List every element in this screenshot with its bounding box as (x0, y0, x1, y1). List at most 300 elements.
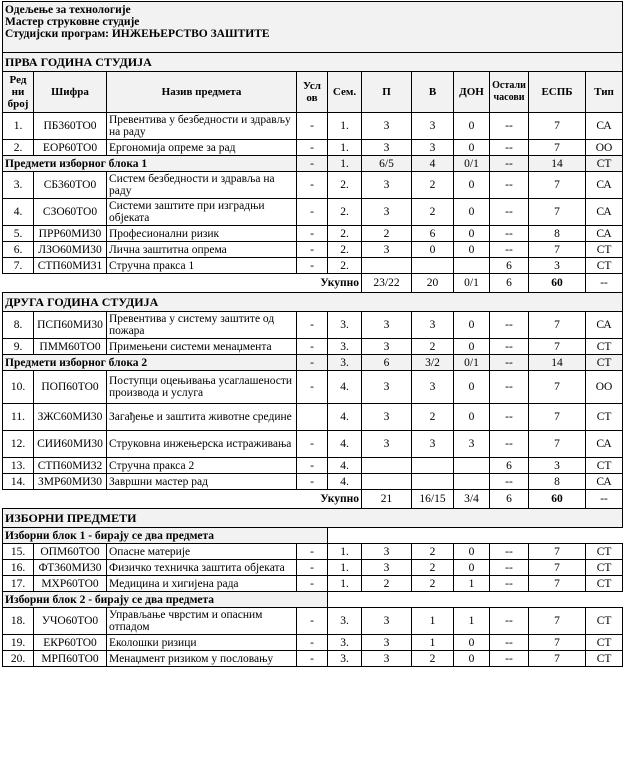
course-sem: 2. (328, 226, 362, 242)
course-num: 4. (3, 199, 34, 226)
elective-group-row (3, 156, 623, 172)
course-sem: 2. (328, 258, 362, 274)
course-row (3, 544, 623, 560)
total-label: Укупно (3, 490, 362, 509)
course-num: 6. (3, 242, 34, 258)
course-v: 3 (412, 140, 454, 156)
course-type: СТ (586, 458, 623, 474)
elective-block1-title-row (3, 528, 623, 544)
course-cond: - (297, 431, 328, 458)
course-p: 2 (362, 576, 412, 592)
course-row (3, 242, 623, 258)
course-row (3, 371, 623, 404)
course-num: 20. (3, 651, 34, 667)
course-row (3, 608, 623, 635)
course-other: -- (490, 576, 529, 592)
course-other: -- (490, 651, 529, 667)
course-row (3, 635, 623, 651)
course-cond: - (297, 172, 328, 199)
course-p: 3 (362, 431, 412, 458)
course-row (3, 172, 623, 199)
elective-group-name: Предмети изборног блока 1 (3, 156, 297, 172)
course-other: -- (490, 199, 529, 226)
course-num: 13. (3, 458, 34, 474)
course-type: СТ (586, 560, 623, 576)
course-v: 2 (412, 172, 454, 199)
course-p: 3 (362, 172, 412, 199)
course-other: -- (490, 635, 529, 651)
course-v: 2 (412, 404, 454, 431)
course-p (362, 258, 412, 274)
course-cond: - (297, 544, 328, 560)
course-code: ПБ360ТО0 (34, 113, 107, 140)
group-don: 0/1 (454, 355, 490, 371)
course-row (3, 404, 623, 431)
total-p: 23/22 (362, 274, 412, 293)
course-p: 3 (362, 312, 412, 339)
course-espb: 3 (529, 258, 586, 274)
course-sem: 1. (328, 544, 362, 560)
course-p: 3 (362, 651, 412, 667)
course-espb: 7 (529, 140, 586, 156)
course-cond: - (297, 226, 328, 242)
group-espb: 14 (529, 355, 586, 371)
course-row (3, 474, 623, 490)
group-v: 4 (412, 156, 454, 172)
course-p: 3 (362, 113, 412, 140)
course-cond: - (297, 258, 328, 274)
course-cond: - (297, 635, 328, 651)
group-type: СТ (586, 355, 623, 371)
course-code: ПММ60ТО0 (34, 339, 107, 355)
course-other: -- (490, 544, 529, 560)
year2-title-row (3, 293, 623, 312)
total-type: -- (586, 490, 623, 509)
course-type: СТ (586, 544, 623, 560)
course-name: Загађење и заштита животне средине (107, 404, 297, 431)
group-type: СТ (586, 156, 623, 172)
course-num: 7. (3, 258, 34, 274)
course-code: ЕОР60ТО0 (34, 140, 107, 156)
course-p: 3 (362, 140, 412, 156)
course-don: 0 (454, 651, 490, 667)
elective-block2-title: Изборни блок 2 - бирају се два предмета (3, 592, 328, 608)
course-type: СА (586, 312, 623, 339)
course-code: ФТ360МИ30 (34, 560, 107, 576)
year1-title: ПРВА ГОДИНА СТУДИЈА (3, 53, 623, 72)
course-name: Стручна пракса 1 (107, 258, 297, 274)
course-p: 3 (362, 544, 412, 560)
course-v: 3 (412, 431, 454, 458)
total-type: -- (586, 274, 623, 293)
total-other: 6 (490, 490, 529, 509)
department-line: Одељење за технологије (5, 4, 131, 16)
course-code: СБ360ТО0 (34, 172, 107, 199)
col-num: Ред ни број (3, 72, 34, 113)
course-don: 0 (454, 404, 490, 431)
total-don: 0/1 (454, 274, 490, 293)
elective-group-row (3, 355, 623, 371)
course-other: 6 (490, 258, 529, 274)
course-name: Превентива у безбедности и здрављу на раду (107, 113, 297, 140)
course-cond: - (297, 199, 328, 226)
course-name: Струковна инжењерска истраживања (107, 431, 297, 458)
course-cond: - (297, 474, 328, 490)
total-row (3, 274, 623, 293)
course-v: 2 (412, 651, 454, 667)
course-type: ОО (586, 140, 623, 156)
course-p: 3 (362, 404, 412, 431)
course-name: Превентива у систему заштите од пожара (107, 312, 297, 339)
course-sem: 1. (328, 113, 362, 140)
course-p: 3 (362, 242, 412, 258)
course-num: 1. (3, 113, 34, 140)
course-sem: 3. (328, 651, 362, 667)
course-name: Поступци оцењивања усаглашености производа и услуга (107, 371, 297, 404)
course-name: Медицина и хигијена рада (107, 576, 297, 592)
course-espb: 3 (529, 458, 586, 474)
course-don: 0 (454, 371, 490, 404)
course-sem: 3. (328, 312, 362, 339)
document-header (3, 2, 623, 53)
course-cond: - (297, 312, 328, 339)
group-v: 3/2 (412, 355, 454, 371)
course-other: -- (490, 560, 529, 576)
group-cond: - (297, 355, 328, 371)
course-num: 5. (3, 226, 34, 242)
course-num: 16. (3, 560, 34, 576)
study-level-line: Мастер струковне студије (5, 16, 140, 28)
course-name: Примењени системи менаџмента (107, 339, 297, 355)
course-other: -- (490, 474, 529, 490)
course-code: ОПМ60ТО0 (34, 544, 107, 560)
course-other: 6 (490, 458, 529, 474)
course-code: СЗО60ТО0 (34, 199, 107, 226)
course-don: 0 (454, 339, 490, 355)
course-espb: 7 (529, 635, 586, 651)
course-espb: 7 (529, 560, 586, 576)
course-v: 2 (412, 339, 454, 355)
course-espb: 7 (529, 404, 586, 431)
course-num: 11. (3, 404, 34, 431)
course-p (362, 458, 412, 474)
course-num: 17. (3, 576, 34, 592)
course-other: -- (490, 242, 529, 258)
course-sem: 4. (328, 458, 362, 474)
course-don: 0 (454, 113, 490, 140)
course-row (3, 651, 623, 667)
course-espb: 7 (529, 339, 586, 355)
course-v: 1 (412, 608, 454, 635)
course-type: СТ (586, 651, 623, 667)
col-type: Тип (586, 72, 623, 113)
course-name: Ергономија опреме за рад (107, 140, 297, 156)
course-other: -- (490, 431, 529, 458)
course-type: СТ (586, 608, 623, 635)
course-row (3, 431, 623, 458)
col-v: В (412, 72, 454, 113)
course-type: СТ (586, 576, 623, 592)
course-sem: 2. (328, 242, 362, 258)
course-code: УЧО60ТО0 (34, 608, 107, 635)
course-other: -- (490, 113, 529, 140)
course-sem: 1. (328, 576, 362, 592)
course-sem: 2. (328, 199, 362, 226)
course-don (454, 258, 490, 274)
course-cond: - (297, 576, 328, 592)
group-sem: 3. (328, 355, 362, 371)
course-cond: - (297, 560, 328, 576)
course-name: Систем безбедности и здравља на раду (107, 172, 297, 199)
course-don: 0 (454, 172, 490, 199)
course-sem: 4. (328, 371, 362, 404)
total-other: 6 (490, 274, 529, 293)
total-v: 16/15 (412, 490, 454, 509)
course-cond: - (297, 242, 328, 258)
year1-title-row (3, 53, 623, 72)
electives-title: ИЗБОРНИ ПРЕДМЕТИ (3, 509, 623, 528)
total-don: 3/4 (454, 490, 490, 509)
curriculum-table (2, 1, 623, 667)
course-code: ЗЖС60МИ30 (34, 404, 107, 431)
course-v: 3 (412, 371, 454, 404)
col-cond: Усл ов (297, 72, 328, 113)
course-espb: 7 (529, 242, 586, 258)
total-row (3, 490, 623, 509)
course-type: СА (586, 431, 623, 458)
course-code: ПОП60ТО0 (34, 371, 107, 404)
course-other: -- (490, 172, 529, 199)
course-don: 0 (454, 544, 490, 560)
total-v: 20 (412, 274, 454, 293)
course-v: 2 (412, 560, 454, 576)
total-espb: 60 (529, 490, 586, 509)
course-num: 2. (3, 140, 34, 156)
col-other: Остали часови (490, 72, 529, 113)
course-cond: - (297, 608, 328, 635)
course-p: 3 (362, 339, 412, 355)
year2-title: ДРУГА ГОДИНА СТУДИЈА (3, 293, 623, 312)
course-type: СА (586, 226, 623, 242)
course-don: 0 (454, 312, 490, 339)
group-p: 6 (362, 355, 412, 371)
course-p (362, 474, 412, 490)
course-code: ЛЗО60МИ30 (34, 242, 107, 258)
study-program-line: Студијски програм: ИНЖЕЊЕРСТВО ЗАШТИТЕ (5, 28, 270, 40)
course-type: СА (586, 113, 623, 140)
course-don: 3 (454, 431, 490, 458)
course-num: 12. (3, 431, 34, 458)
course-row (3, 199, 623, 226)
course-espb: 7 (529, 431, 586, 458)
course-sem: 4. (328, 404, 362, 431)
course-don: 0 (454, 199, 490, 226)
course-espb: 7 (529, 608, 586, 635)
course-type: СА (586, 172, 623, 199)
group-other: -- (490, 156, 529, 172)
course-v: 3 (412, 312, 454, 339)
course-other: -- (490, 404, 529, 431)
total-p: 21 (362, 490, 412, 509)
course-name: Управљање чврстим и опасним отпадом (107, 608, 297, 635)
course-code: ЗМР60МИ30 (34, 474, 107, 490)
course-num: 18. (3, 608, 34, 635)
col-don: ДОН (454, 72, 490, 113)
course-cond (297, 404, 328, 431)
course-code: ПРР60МИ30 (34, 226, 107, 242)
course-cond: - (297, 651, 328, 667)
course-row (3, 576, 623, 592)
course-name: Опасне материје (107, 544, 297, 560)
course-cond: - (297, 339, 328, 355)
course-sem: 4. (328, 431, 362, 458)
course-v (412, 258, 454, 274)
course-code: СИИ60МИ30 (34, 431, 107, 458)
course-espb: 8 (529, 226, 586, 242)
course-v: 6 (412, 226, 454, 242)
elective-block2-title-row (3, 592, 623, 608)
course-row (3, 339, 623, 355)
course-espb: 7 (529, 371, 586, 404)
total-espb: 60 (529, 274, 586, 293)
course-name: Физичко техничка заштита објеката (107, 560, 297, 576)
course-p: 3 (362, 608, 412, 635)
col-sem: Сем. (328, 72, 362, 113)
course-cond: - (297, 371, 328, 404)
course-p: 2 (362, 226, 412, 242)
course-espb: 7 (529, 544, 586, 560)
course-row (3, 140, 623, 156)
course-num: 14. (3, 474, 34, 490)
course-don: 1 (454, 576, 490, 592)
course-espb: 8 (529, 474, 586, 490)
course-type: СА (586, 199, 623, 226)
course-cond: - (297, 113, 328, 140)
course-type: СТ (586, 339, 623, 355)
course-v: 2 (412, 544, 454, 560)
course-other: -- (490, 140, 529, 156)
course-sem: 4. (328, 474, 362, 490)
course-cond: - (297, 458, 328, 474)
group-cond: - (297, 156, 328, 172)
course-code: СТП60МИ32 (34, 458, 107, 474)
course-row (3, 113, 623, 140)
course-espb: 7 (529, 576, 586, 592)
group-espb: 14 (529, 156, 586, 172)
course-don: 0 (454, 242, 490, 258)
course-code: МХР60ТО0 (34, 576, 107, 592)
course-row (3, 458, 623, 474)
course-sem: 2. (328, 172, 362, 199)
course-other: -- (490, 226, 529, 242)
course-row (3, 226, 623, 242)
course-v: 2 (412, 576, 454, 592)
course-espb: 7 (529, 651, 586, 667)
course-v (412, 474, 454, 490)
course-num: 3. (3, 172, 34, 199)
course-num: 10. (3, 371, 34, 404)
course-v: 3 (412, 113, 454, 140)
course-v: 1 (412, 635, 454, 651)
course-type: СТ (586, 635, 623, 651)
empty-cell (328, 592, 623, 608)
group-don: 0/1 (454, 156, 490, 172)
elective-block1-title: Изборни блок 1 - бирају се два предмета (3, 528, 328, 544)
course-don (454, 474, 490, 490)
course-code: ЕКР60ТО0 (34, 635, 107, 651)
course-espb: 7 (529, 113, 586, 140)
course-type: ОО (586, 371, 623, 404)
course-other: -- (490, 312, 529, 339)
total-label: Укупно (3, 274, 362, 293)
group-p: 6/5 (362, 156, 412, 172)
group-other: -- (490, 355, 529, 371)
course-v (412, 458, 454, 474)
course-don (454, 458, 490, 474)
course-type: СТ (586, 242, 623, 258)
course-type: СА (586, 474, 623, 490)
course-type: СТ (586, 404, 623, 431)
course-sem: 3. (328, 339, 362, 355)
course-p: 3 (362, 199, 412, 226)
course-num: 8. (3, 312, 34, 339)
course-other: -- (490, 371, 529, 404)
course-espb: 7 (529, 199, 586, 226)
column-header-row (3, 72, 623, 113)
course-v: 0 (412, 242, 454, 258)
course-don: 0 (454, 635, 490, 651)
course-name: Професионални ризик (107, 226, 297, 242)
course-name: Лична заштитна опрема (107, 242, 297, 258)
course-name: Завршни мастер рад (107, 474, 297, 490)
course-other: -- (490, 608, 529, 635)
course-row (3, 312, 623, 339)
course-sem: 1. (328, 140, 362, 156)
course-don: 0 (454, 226, 490, 242)
elective-group-name: Предмети изборног блока 2 (3, 355, 297, 371)
course-espb: 7 (529, 312, 586, 339)
course-num: 15. (3, 544, 34, 560)
course-don: 0 (454, 560, 490, 576)
course-p: 3 (362, 560, 412, 576)
course-name: Системи заштите при изградњи објеката (107, 199, 297, 226)
course-sem: 3. (328, 635, 362, 651)
course-don: 1 (454, 608, 490, 635)
course-espb: 7 (529, 172, 586, 199)
col-espb: ЕСПБ (529, 72, 586, 113)
course-code: ПСП60МИ30 (34, 312, 107, 339)
course-other: -- (490, 339, 529, 355)
course-row (3, 258, 623, 274)
course-p: 3 (362, 635, 412, 651)
course-num: 19. (3, 635, 34, 651)
course-sem: 3. (328, 608, 362, 635)
col-name: Назив предмета (107, 72, 297, 113)
course-num: 9. (3, 339, 34, 355)
course-don: 0 (454, 140, 490, 156)
course-type: СТ (586, 258, 623, 274)
course-v: 2 (412, 199, 454, 226)
course-name: Менаџмент ризиком у пословању (107, 651, 297, 667)
course-code: СТП60МИ31 (34, 258, 107, 274)
col-p: П (362, 72, 412, 113)
col-code: Шифра (34, 72, 107, 113)
course-name: Стручна пракса 2 (107, 458, 297, 474)
course-name: Еколошки ризици (107, 635, 297, 651)
group-sem: 1. (328, 156, 362, 172)
course-cond: - (297, 140, 328, 156)
course-sem: 1. (328, 560, 362, 576)
